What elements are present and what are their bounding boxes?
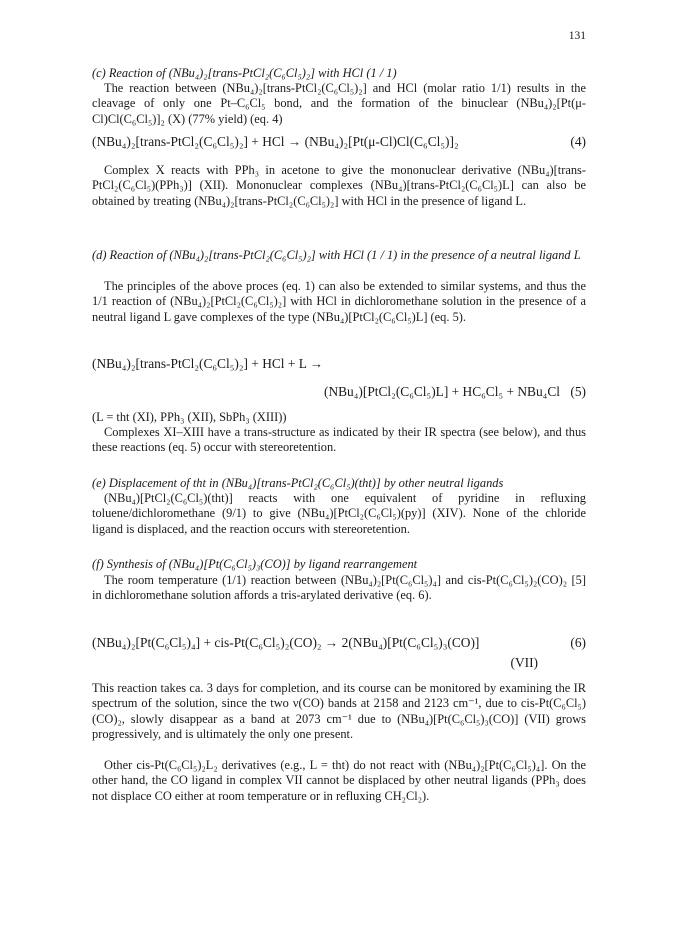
section-f-paragraph: The room temperature (1/1) reaction between (NBu₄)₂[Pt(C₆Cl₅)₄] and cis-Pt(C₆Cl₅)₂(CO)₂ [5] in dichloromethane solution affords a tris-arylated derivative (eq. 6).	[92, 573, 586, 603]
equation-4-number: (4)	[570, 134, 586, 149]
other-derivatives-paragraph: Other cis-Pt(C₆Cl₅)₂L₂ derivatives (e.g., L = tht) do not react with (NBu₄)₂[Pt(C₆Cl₅)₄]. On the other hand, the CO ligand in complex VII cannot be displaced by other neutral ligands (PPh₃ does not displace CO either at room temperature or in refluxing CH₂Cl₂).	[92, 758, 586, 803]
monitoring-paragraph: This reaction takes ca. 3 days for completion, and its course can be monitored by examining the IR spectrum of the solution, since the two ν(CO) bands at 2158 and 2123 cm⁻¹, due to cis-Pt(C₆Cl₅)(CO)₂, slowly disappear as a band at 2073 cm⁻¹ due to (NBu₄)[Pt(C₆Cl₅)₃(CO)] (VII) grows progressively, and is ultimately the only one present.	[92, 681, 586, 742]
equation-4-text: (NBu₄)₂[trans-PtCl₂(C₆Cl₅)₂] + HCl → (NBu₄)₂[Pt(μ-Cl)Cl(C₆Cl₅)]₂	[92, 134, 459, 149]
equation-5-number: (5)	[570, 384, 586, 399]
section-d-paragraph: The principles of the above proces (eq. 1) can also be extended to similar systems, and thus the 1/1 reaction of (NBu₄)₂[PtCl₂(C₆Cl₅)₂] with HCl in dichloromethane solution in the presence of a neutral ligand L gave complexes of the type (NBu₄)[PtCl₂(C₆Cl₅)L] (eq. 5).	[92, 279, 586, 324]
equation-4	[92, 133, 586, 151]
equation-5-line-1: (NBu₄)₂[trans-PtCl₂(C₆Cl₅)₂] + HCl + L →	[92, 356, 324, 371]
ligand-legend: (L = tht (XI), PPh₃ (XII), SbPh₃ (XIII))	[92, 410, 287, 424]
section-d-heading: (d) Reaction of (NBu₄)₂[trans-PtCl₂(C₆Cl₅)₂] with HCl (1 / 1) in the presence of a neutral ligand L	[92, 248, 581, 262]
structure-paragraph: Complexes XI–XIII have a trans-structure as indicated by their IR spectra (see below), and thus these reactions (eq. 5) occur with stereoretention.	[92, 425, 586, 455]
equation-6-number: (6)	[570, 635, 586, 650]
equation-6-text: (NBu₄)₂[Pt(C₆Cl₅)₄] + cis-Pt(C₆Cl₅)₂(CO)₂ → 2(NBu₄)[Pt(C₆Cl₅)₃(CO)]	[92, 635, 480, 650]
page-number: 131	[568, 30, 586, 42]
complex-x-paragraph: Complex X reacts with PPh₃ in acetone to give the mononuclear derivative (NBu₄)[trans-PtCl₂(C₆Cl₅)(PPh₃)] (XII). Mononuclear complexes (NBu₄)[trans-PtCl₂(C₆Cl₅)L] can also be obtained by treating (NBu₄)₂[trans-PtCl₂(C₆Cl₅)₂] with HCl in the presence of ligand L.	[92, 163, 586, 208]
equation-5-line-2: (NBu₄)[PtCl₂(C₆Cl₅)L] + HC₆Cl₅ + NBu₄Cl	[323, 384, 560, 399]
equation-6-label: (VII)	[510, 655, 538, 670]
section-e-heading: (e) Displacement of tht in (NBu₄)[trans-PtCl₂(C₆Cl₅)(tht)] by other neutral ligands	[92, 476, 504, 490]
section-c-heading: (c) Reaction of (NBu₄)₂[trans-PtCl₂(C₆Cl₅)₂] with HCl (1 / 1)	[92, 66, 397, 80]
section-f-heading: (f) Synthesis of (NBu₄)[Pt(C₆Cl₅)₃(CO)] by ligand rearrangement	[92, 557, 418, 571]
section-c-paragraph: The reaction between (NBu₄)₂[trans-PtCl₂(C₆Cl₅)₂] and HCl (molar ratio 1/1) results in the cleavage of only one Pt–C₆Cl₅ bond, and the formation of the binuclear (NBu₄)₂[Pt(μ-Cl)Cl(C₆Cl₅)]₂ (X) (77% yield) (eq. 4)	[92, 81, 586, 126]
equation-6	[92, 634, 586, 652]
section-e-paragraph: (NBu₄)[PtCl₂(C₆Cl₅)(tht)] reacts with one equivalent of pyridine in refluxing toluene/dichloromethane (9/1) to give (NBu₄)[PtCl₂(C₆Cl₅)(py)] (XIV). None of the chloride ligand is displaced, and the reaction occurs with stereoretention.	[92, 491, 586, 536]
